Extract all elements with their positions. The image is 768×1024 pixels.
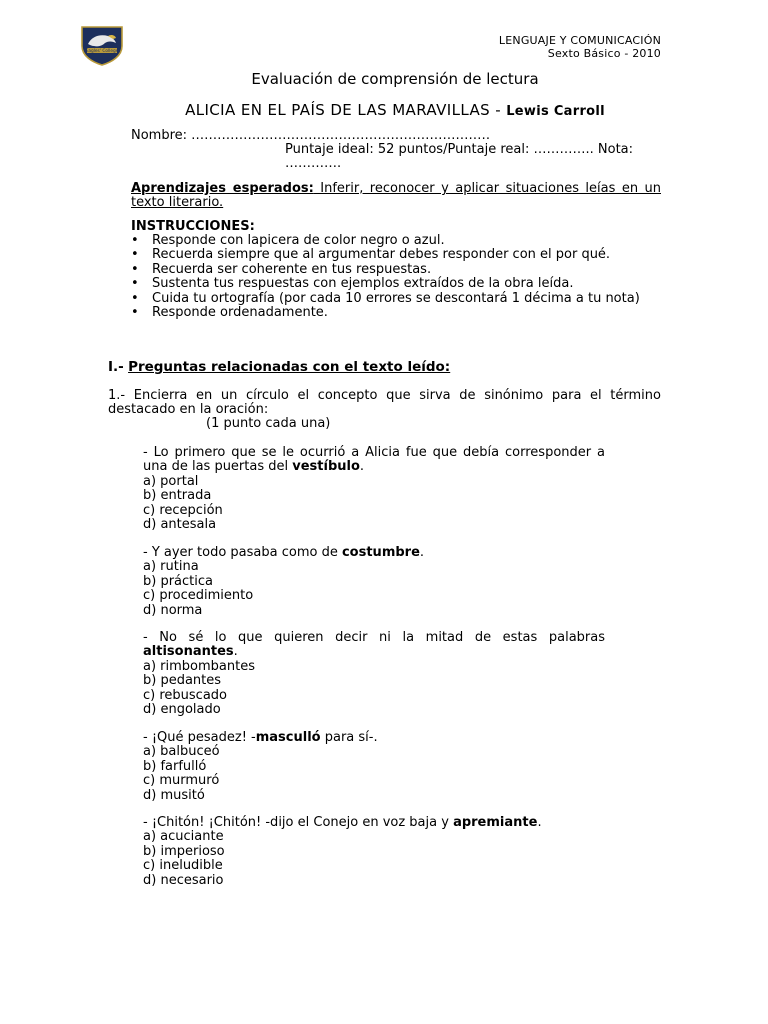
option-a[interactable]: a) rutina [143,559,199,575]
highlighted-term: masculló [255,730,321,745]
option-a[interactable]: a) balbuceó [143,744,220,760]
grade-label: Sexto Básico - 2010 [547,47,661,60]
book-title [0,101,768,119]
school-logo [78,24,126,66]
list-item: • Sustenta tus respuestas con ejemplos extraídos de la obra leída. [131,276,574,292]
item-sentence: - No sé lo que quieren decir ni la mitad de estas palabras altisonantes. [143,630,605,660]
instructions-list [131,234,661,320]
section-heading [108,359,450,375]
option-d[interactable]: d) necesario [143,872,224,888]
learning-goals-label: Aprendizajes esperados: [131,181,314,196]
question-item [143,446,605,532]
bullet-icon: • [131,233,139,248]
bullet-icon: • [131,276,139,292]
section-number: I.- [108,359,124,375]
item-sentence: - ¡Qué pesadez! -masculló para sí-. [143,730,378,745]
item-sentence: - Y ayer todo pasaba como de costumbre. [143,545,425,560]
learning-goals [131,182,661,211]
name-field: Nombre: …………………………………………………………… [131,128,491,143]
learning-goals-text: Inferir, reconocer y aplicar situaciones leías en un texto literario. [131,181,661,211]
option-a[interactable]: a) portal [143,473,199,489]
page-title: Evaluación de comprensión de lectura [251,70,539,88]
eagle-shield-icon [78,24,126,66]
question-1-text: 1.- Encierra en un círculo el concepto que sirva de sinónimo para el término destacado en la oración: [108,388,661,418]
option-b[interactable]: b) práctica [143,573,213,589]
question-1-points: (1 punto cada una) [206,416,331,431]
list-item: • Cuida tu ortografía (por cada 10 errores se descontará 1 décima a tu nota) [131,290,640,306]
option-b[interactable]: b) farfulló [143,758,207,774]
header-info [499,34,661,60]
option-d[interactable]: d) norma [143,602,203,618]
option-d[interactable]: d) engolado [143,702,221,718]
option-c[interactable]: c) ineludible [143,858,223,874]
option-c[interactable]: c) recepción [143,502,223,518]
option-b[interactable]: b) pedantes [143,673,222,689]
highlighted-term: vestíbulo [292,459,360,475]
bullet-icon: • [131,261,139,277]
list-item: • Responde ordenadamente. [131,305,328,321]
instructions-heading: INSTRUCCIONES: [131,219,255,234]
question-item [143,546,605,618]
option-c[interactable]: c) murmuró [143,773,220,789]
question-item [143,816,605,888]
option-d[interactable]: d) musitó [143,787,205,803]
highlighted-term: apremiante [453,815,538,830]
option-b[interactable]: b) entrada [143,488,212,504]
bullet-icon: • [131,305,139,321]
list-item: • Responde con lapicera de color negro o azul. [131,233,445,248]
option-a[interactable]: a) rimbombantes [143,658,255,674]
bullet-icon: • [131,290,139,306]
highlighted-term: altisonantes [143,644,234,660]
bullet-icon: • [131,247,139,263]
option-a[interactable]: a) acuciante [143,829,224,845]
subject-label: LENGUAJE Y COMUNICACIÓN [498,34,661,47]
question-item [143,731,605,803]
score-field: Puntaje ideal: 52 puntos/Puntaje real: ………….. Nota: [285,142,634,157]
question-item [143,631,605,717]
option-c[interactable]: c) rebuscado [143,687,227,703]
item-sentence: - Lo primero que se le ocurrió a Alicia fue que debía corresponder a una de las puertas del vestíbulo. [143,445,605,475]
option-c[interactable]: c) procedimiento [143,588,254,604]
book-name: ALICIA EN EL PAÍS DE LAS MARAVILLAS - [185,101,507,119]
option-d[interactable]: d) antesala [143,517,217,533]
section-title: Preguntas relacionadas con el texto leído: [128,359,451,375]
grade-field-line: …………. [285,156,342,171]
option-b[interactable]: b) imperioso [143,843,225,859]
highlighted-term: costumbre [341,545,420,560]
item-sentence: - ¡Chitón! ¡Chitón! -dijo el Conejo en voz baja y apremiante. [143,815,542,830]
list-item: • Recuerda siempre que al argumentar debes responder con el por qué. [131,247,611,263]
author-name: Lewis Carroll [506,104,605,119]
list-item: • Recuerda ser coherente en tus respuestas. [131,261,432,277]
svg-text:Eagles' College: Eagles' College [85,49,119,55]
